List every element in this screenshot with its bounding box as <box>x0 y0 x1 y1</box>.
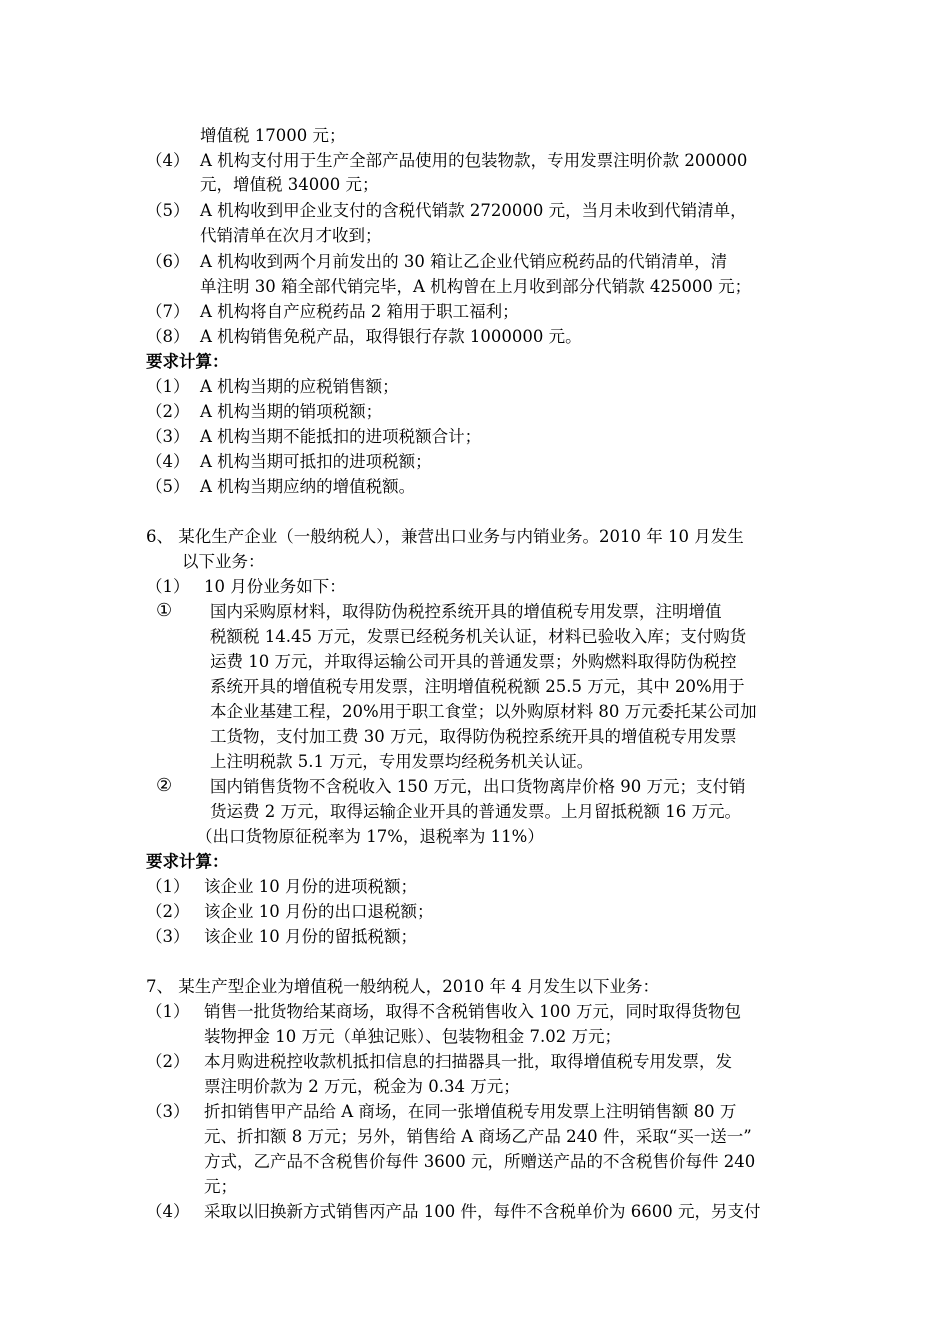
req-text: A 机构当期的应税销售额； <box>200 377 399 396</box>
req-text: A 机构当期不能抵扣的进项税额合计； <box>200 427 482 446</box>
continuation-line: 增值税 17000 元； <box>200 126 346 145</box>
item-text: 方式，乙产品不含税售价每件 3600 元，所赠送产品的不含税售价每件 240 <box>204 1152 756 1171</box>
paragraph-line: 税额税 14.45 万元，发票已经税务机关认证，材料已验收入库；支付购货 <box>210 627 747 646</box>
item-number: （5） <box>146 201 190 220</box>
item-text: A 机构收到两个月前发出的 30 箱让乙企业代销应税药品的代销清单，清 <box>200 252 728 271</box>
item-text: A 机构将自产应税药品 2 箱用于职工福利； <box>200 302 519 321</box>
item-text: A 机构支付用于生产全部产品使用的包装物款，专用发票注明价款 200000 <box>200 151 748 170</box>
req-text: 该企业 10 月份的留抵税额； <box>204 927 417 946</box>
item-text: 本月购进税控收款机抵扣信息的扫描器具一批，取得增值税专用发票，发 <box>204 1052 732 1071</box>
req-text: A 机构当期应纳的增值税额。 <box>200 477 416 496</box>
item-text: 销售一批货物给某商场，取得不含税销售收入 100 万元，同时取得货物包 <box>204 1002 741 1021</box>
paragraph-line: 运费 10 万元，并取得运输公司开具的普通发票；外购燃料取得防伪税控 <box>210 652 737 671</box>
item-text: 元，增值税 34000 元； <box>200 175 379 194</box>
item-text: 单注明 30 箱全部代销完毕，A 机构曾在上月收到部分代销款 425000 元； <box>200 277 752 296</box>
item-text: 票注明价款为 2 万元，税金为 0.34 万元； <box>204 1077 520 1096</box>
item-number: （4） <box>146 1202 190 1221</box>
question-6-title: 6、 某化生产企业（一般纳税人），兼营出口业务与内销业务。2010 年 10 月发生 <box>146 527 744 546</box>
req-number: （2） <box>146 902 190 921</box>
item-text: A 机构收到甲企业支付的含税代销款 2720000 元，当月未收到代销清单， <box>200 201 747 220</box>
item-text: 装物押金 10 万元（单独记账）、包装物租金 7.02 万元； <box>204 1027 621 1046</box>
req-number: （1） <box>146 877 190 896</box>
item-text: 折扣销售甲产品给 A 商场，在同一张增值税专用发票上注明销售额 80 万 <box>204 1102 737 1121</box>
item-number: （4） <box>146 151 190 170</box>
req-text: 该企业 10 月份的出口退税额； <box>204 902 434 921</box>
paragraph-line: 本企业基建工程，20%用于职工食堂；以外购原材料 80 万元委托某公司加 <box>210 702 757 721</box>
requirements-heading: 要求计算： <box>146 852 229 871</box>
sub-text: 10 月份业务如下： <box>204 577 346 596</box>
item-number: （6） <box>146 252 190 271</box>
req-number: （2） <box>146 402 190 421</box>
item-text: 采取以旧换新方式销售丙产品 100 件，每件不含税单价为 6600 元，另支付 <box>204 1202 761 1221</box>
circled-number-2: ② <box>156 775 173 796</box>
item-number: （8） <box>146 327 190 346</box>
tax-rate-note: （出口货物原征税率为 17%，退税率为 11%） <box>196 827 544 846</box>
circled-number-1: ① <box>156 600 173 621</box>
item-number: （1） <box>146 1002 190 1021</box>
paragraph-line: 系统开具的增值税专用发票，注明增值税税额 25.5 万元，其中 20%用于 <box>210 677 745 696</box>
req-number: （3） <box>146 427 190 446</box>
req-number: （3） <box>146 927 190 946</box>
paragraph-line: 上注明税款 5.1 万元，专用发票均经税务机关认证。 <box>210 752 594 771</box>
sub-number: （1） <box>146 577 190 596</box>
req-text: A 机构当期的销项税额； <box>200 402 383 421</box>
item-text: A 机构销售免税产品，取得银行存款 1000000 元。 <box>200 327 582 346</box>
item-text: 元； <box>204 1177 237 1196</box>
item-number: （3） <box>146 1102 190 1121</box>
req-text: 该企业 10 月份的进项税额； <box>204 877 417 896</box>
requirements-heading: 要求计算： <box>146 352 229 371</box>
question-6-title-cont: 以下业务： <box>182 552 265 571</box>
paragraph-line: 国内销售货物不含税收入 150 万元，出口货物离岸价格 90 万元；支付销 <box>210 777 746 796</box>
paragraph-line: 工货物，支付加工费 30 万元，取得防伪税控系统开具的增值税专用发票 <box>210 727 737 746</box>
req-number: （1） <box>146 377 190 396</box>
req-text: A 机构当期可抵扣的进项税额； <box>200 452 432 471</box>
paragraph-line: 国内采购原材料，取得防伪税控系统开具的增值税专用发票，注明增值 <box>210 602 722 621</box>
req-number: （5） <box>146 477 190 496</box>
paragraph-line: 货运费 2 万元，取得运输企业开具的普通发票。上月留抵税额 16 万元。 <box>210 802 741 821</box>
item-number: （7） <box>146 302 190 321</box>
item-number: （2） <box>146 1052 190 1071</box>
req-number: （4） <box>146 452 190 471</box>
item-text: 代销清单在次月才收到； <box>200 226 382 245</box>
item-text: 元、折扣额 8 万元；另外，销售给 A 商场乙产品 240 件，采取“买一送一” <box>204 1127 752 1146</box>
question-7-title: 7、 某生产型企业为增值税一般纳税人，2010 年 4 月发生以下业务： <box>146 977 659 996</box>
